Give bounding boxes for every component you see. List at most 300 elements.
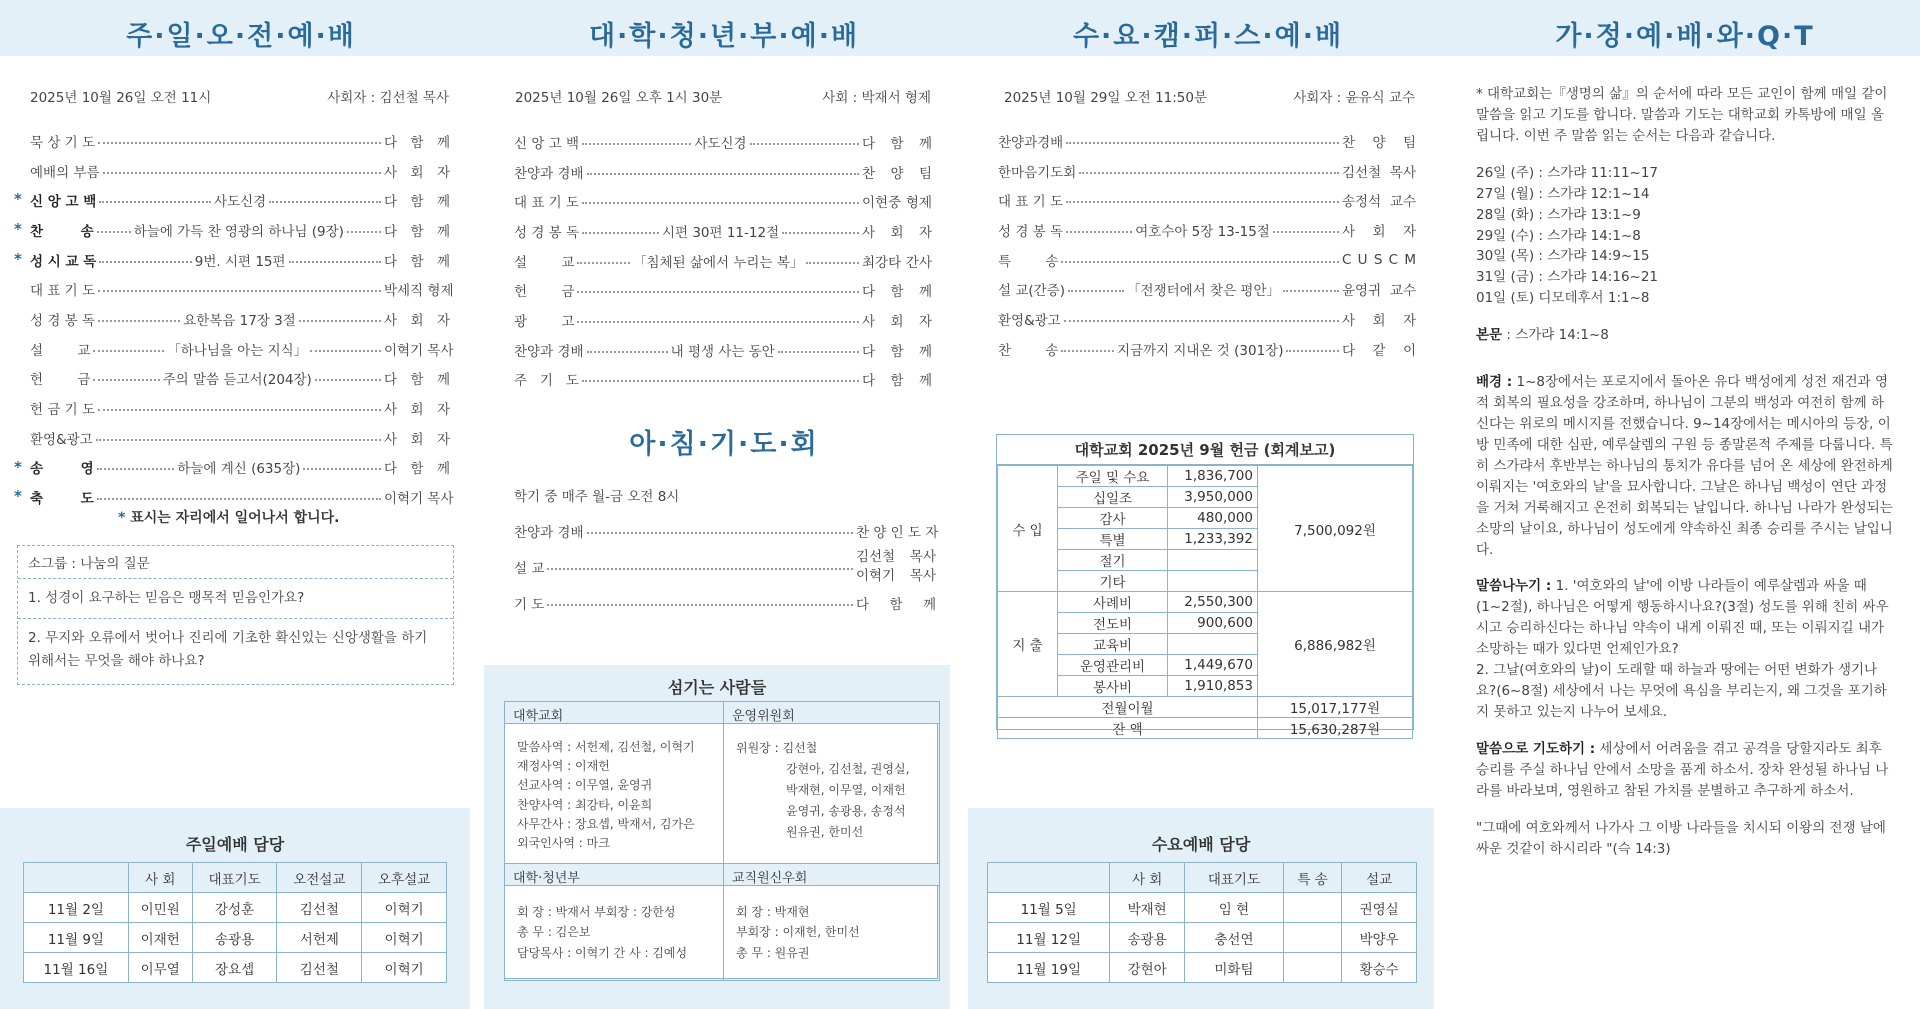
small-group-box	[17, 545, 454, 685]
morning-item-label: 기 도	[514, 596, 545, 613]
finance-item: 특별	[1058, 529, 1168, 550]
leader-dots	[577, 291, 859, 293]
duty-person: 임 현	[1184, 893, 1283, 923]
duty-person: 강현아	[1110, 953, 1185, 983]
church-line: 외국인사역 : 마크	[517, 835, 610, 850]
finance-amount	[1168, 571, 1258, 592]
stand-note	[118, 507, 339, 527]
finance-item: 전도비	[1058, 613, 1168, 634]
duty-header	[24, 863, 447, 893]
qt-prayer	[1476, 739, 1894, 802]
order-item	[514, 216, 932, 246]
balance-amount: 15,630,287원	[1258, 718, 1413, 739]
order-item	[998, 156, 1416, 186]
finance-item: 사례비	[1058, 592, 1168, 613]
order-item-label: 한마음기도회	[998, 164, 1077, 181]
committee-line: 강현아, 김선철, 권영실,	[786, 762, 910, 776]
leader-dots	[98, 142, 381, 144]
income-total: 7,500,092원	[1258, 466, 1413, 592]
duty-person: 황승수	[1342, 953, 1417, 983]
order-item-label: 대 표 기 도	[998, 194, 1064, 211]
duty-header-row	[988, 863, 1417, 893]
duty-date: 11월 19일	[988, 953, 1110, 983]
income-label: 수 입	[998, 466, 1058, 592]
small-group-title: 소그룹 : 나눔의 질문	[18, 546, 453, 579]
order-item	[514, 275, 932, 305]
order-item-leader: 사 회 자	[384, 402, 450, 419]
order-item-label: 헌 금 기 도	[30, 402, 96, 419]
duty-row	[988, 893, 1417, 923]
order-item-leader: 다 함 께	[384, 223, 450, 240]
finance-amount: 3,950,000	[1168, 487, 1258, 508]
balance-label: 잔 액	[998, 718, 1258, 739]
leader-dots	[1079, 172, 1339, 174]
morning-item-leader: 다 함 께	[856, 596, 936, 613]
order-item-leader: 다 함 께	[862, 284, 932, 301]
qt-sharing	[1476, 576, 1894, 722]
morning-preacher-2: 이혁기 목사	[856, 567, 936, 584]
order-item-label: 예배의 부름	[30, 164, 100, 181]
qt-schedule-line: 31일 (금) : 스가랴 14:16~21	[1476, 269, 1659, 286]
sunday-duty-title: 주일예배 담당	[185, 835, 285, 854]
order-item-leader: 다 같 이	[1342, 342, 1416, 359]
finance-item: 운영관리비	[1058, 655, 1168, 676]
order-item-leader: 다 함 께	[384, 134, 450, 151]
leader-dots	[1061, 261, 1339, 263]
leader-dots	[582, 380, 859, 382]
youth-title: 대·학·청·년·부·예·배	[588, 21, 860, 52]
leader-dots	[587, 351, 668, 353]
order-item	[998, 126, 1416, 156]
order-item-label: 신 앙 고 백	[514, 135, 580, 152]
qt-title: 가·정·예·배·와·Q·T	[1555, 21, 1815, 52]
order-item-leader: 이혁기 목사	[384, 342, 454, 359]
qt-sharing-q1: 1. '여호와의 날'에 이방 나라들이 예루살렘과 싸울 때(1~2절), 하나님은 어떻게 행동하시나요?(3절) 성도를 위해 친히 싸우시고 승리하신다는 하나님 약속이 내게 이뤄진 때, 또는 이뤄지길 내가 소망하는 때가 있다면 언제인가요?	[1476, 578, 1889, 658]
committee-line: 위원장 : 김선철	[736, 741, 818, 755]
leader-dots	[582, 202, 859, 204]
duty-person	[1283, 893, 1341, 923]
duty-person: 강성훈	[192, 893, 277, 923]
qt-body	[1476, 84, 1894, 876]
sunday-presider: 사회자 : 김선철 목사	[327, 90, 449, 106]
qt-text-ref	[1476, 325, 1894, 346]
leader-dots	[98, 409, 381, 411]
finance-item: 교육비	[1058, 634, 1168, 655]
morning-item-sermon	[514, 546, 936, 588]
order-item-detail: 「하나님을 아는 지식」	[167, 342, 308, 359]
order-item-label: 환영&광고	[998, 312, 1061, 329]
finance-amount: 1,233,392	[1168, 529, 1258, 550]
church-head: 대학교회	[505, 702, 723, 724]
order-item	[998, 185, 1416, 215]
star-marker: *	[14, 457, 22, 476]
church-cell	[504, 701, 724, 864]
duty-person: 김선철	[277, 953, 362, 983]
leader-dots	[806, 262, 859, 264]
committee-line: 원유권, 한미선	[786, 825, 864, 839]
wednesday-title: 수·요·캠·퍼·스·예·배	[1072, 21, 1344, 52]
leader-dots	[97, 231, 131, 233]
order-item-label: 광 고	[514, 313, 575, 330]
leader-dots	[778, 351, 859, 353]
morning-item-label: 설 교	[514, 560, 545, 577]
leader-dots	[98, 320, 180, 322]
leader-dots	[547, 604, 853, 606]
finance-amount: 1,449,670	[1168, 655, 1258, 676]
leader-dots	[582, 232, 659, 234]
order-item-leader: 찬 양 팀	[862, 165, 932, 182]
finance-amount: 900,600	[1168, 613, 1258, 634]
duty-header-cell: 설교	[1342, 863, 1417, 893]
star-marker: *	[14, 487, 22, 506]
order-item	[998, 215, 1416, 245]
duty-person: 이혁기	[362, 893, 447, 923]
order-item-leader: 김선철 목사	[1342, 164, 1416, 181]
order-item	[514, 365, 932, 395]
qt-reading-schedule	[1476, 163, 1894, 309]
leader-dots	[1286, 350, 1339, 352]
committee-lines	[736, 738, 931, 843]
morning-prayer-list	[514, 516, 939, 617]
order-item	[998, 274, 1416, 304]
order-item-label: 대 표 기 도	[30, 283, 96, 300]
finance-item: 감사	[1058, 508, 1168, 529]
order-item-label: 성 경 봉 독	[998, 223, 1064, 240]
duty-person: 박재현	[1110, 893, 1185, 923]
order-item-label: 설 교	[514, 254, 575, 271]
leader-dots	[547, 568, 853, 570]
duty-body	[988, 893, 1417, 983]
order-item	[514, 335, 932, 365]
star-marker: *	[14, 190, 22, 209]
leader-dots	[782, 232, 859, 234]
order-item	[998, 334, 1416, 364]
committee-cell	[723, 701, 940, 864]
qt-schedule-line: 01일 (토) 디모데후서 1:1~8	[1476, 290, 1650, 307]
order-item-leader: 다 함 께	[862, 343, 933, 360]
order-item-leader: 최강타 간사	[862, 254, 932, 271]
order-item-leader: 사 회 자	[1342, 223, 1417, 240]
leader-dots	[98, 290, 381, 292]
order-item	[514, 305, 932, 335]
youth-line: 담당목사 : 이혁기 간 사 : 김예성	[517, 945, 688, 960]
finance-amount	[1168, 550, 1258, 571]
finance-report	[996, 434, 1414, 738]
qt-intro: * 대학교회는『생명의 삶』의 순서에 따라 모든 교인이 함께 매일 같이 말씀을 읽고 기도를 합니다. 말씀과 기도는 대학교회 카톡방에 매일 올립니다. 이번 주 말씀 읽는 순서는 다음과 같습니다.	[1476, 86, 1888, 144]
leader-dots	[750, 143, 859, 145]
order-item-leader: 사 회 자	[1342, 312, 1416, 329]
duty-header-cell: 오후설교	[362, 863, 447, 893]
order-item-detail: 사도신경	[694, 135, 747, 152]
order-item-leader: 송정석 교수	[1342, 194, 1416, 211]
order-item	[998, 304, 1416, 334]
small-group-question-1: 1. 성경이 요구하는 믿음은 맹목적 믿음인가요?	[18, 579, 453, 619]
order-item	[30, 334, 454, 364]
qt-background-label: 배경 :	[1476, 374, 1513, 391]
duty-body	[24, 893, 447, 983]
finance-item: 십일조	[1058, 487, 1168, 508]
leader-dots	[577, 262, 630, 264]
duty-date: 11월 5일	[988, 893, 1110, 923]
church-line: 선교사역 : 이무열, 윤영귀	[517, 778, 653, 793]
wednesday-duty-panel	[968, 808, 1434, 1009]
order-item-detail: 지금까지 지내온 것 (301장)	[1116, 342, 1284, 359]
finance-title: 대학교회 2025년 9월 헌금 (회계보고)	[997, 435, 1413, 465]
duty-header-cell: 특 송	[1283, 863, 1341, 893]
duty-person: 이혁기	[362, 923, 447, 953]
morning-prayer-title: 아·침·기·도·회	[629, 429, 819, 460]
order-item	[514, 186, 932, 216]
duty-person: 이민원	[128, 893, 192, 923]
star-marker: *	[118, 510, 126, 526]
order-item-label: 성 경 봉 독	[514, 224, 580, 241]
home-qt-section	[1450, 0, 1920, 1009]
church-line: 재정사역 : 이재헌	[517, 759, 610, 774]
duty-date: 11월 12일	[988, 923, 1110, 953]
morning-preacher-1: 김선철 목사	[856, 549, 936, 566]
duty-person: 박양우	[1342, 923, 1417, 953]
duty-person: 이재헌	[128, 923, 192, 953]
sunday-duty-panel	[0, 808, 470, 1009]
leader-dots	[93, 379, 159, 381]
leader-dots	[1283, 290, 1339, 292]
leader-dots	[315, 379, 381, 381]
order-item-label: 대 표 기 도	[514, 195, 580, 212]
order-item	[30, 126, 450, 156]
staff-line: 회 장 : 박재현	[736, 905, 810, 919]
duty-row	[24, 953, 447, 983]
leader-dots	[310, 350, 381, 352]
order-item	[30, 274, 454, 304]
order-item	[998, 245, 1416, 275]
morning-item-label: 찬양과 경배	[514, 524, 584, 541]
order-item-label: 주 기 도	[514, 373, 579, 390]
duty-header-cell: 사 회	[1110, 863, 1185, 893]
servants-panel	[484, 665, 950, 1009]
order-item-detail: 시편 30편 11-12절	[661, 224, 780, 241]
duty-person: 송광용	[1110, 923, 1185, 953]
order-item-label: 설 교(간증)	[998, 283, 1065, 300]
order-item-detail: 내 평생 사는 동안	[670, 343, 775, 360]
wednesday-duty-table	[987, 862, 1417, 983]
morning-item-leader: 찬 양 인 도 자	[856, 524, 939, 541]
duty-person: 이혁기	[362, 953, 447, 983]
order-item-label: 성 시 교 독	[30, 253, 97, 270]
order-item	[14, 185, 450, 215]
duty-header-cell: 대표기도	[192, 863, 277, 893]
finance-row	[998, 718, 1413, 739]
sunday-worship-section	[0, 0, 482, 1009]
duty-person	[1283, 953, 1341, 983]
leader-dots	[347, 231, 381, 233]
youth-order-list	[514, 127, 932, 394]
leader-dots	[1068, 290, 1124, 292]
order-item	[514, 246, 932, 276]
order-item	[514, 157, 932, 187]
order-item	[30, 393, 450, 423]
expense-label: 지 출	[998, 592, 1058, 697]
morning-item-prayer	[514, 588, 936, 618]
order-item-detail: 사도신경	[214, 194, 267, 211]
order-item-label: 헌 금	[30, 372, 91, 389]
order-item-leader: 사 회 자	[384, 431, 450, 448]
leader-dots	[587, 532, 854, 534]
finance-amount	[1168, 634, 1258, 655]
leader-dots	[1066, 231, 1132, 233]
duty-person: 김선철	[277, 893, 362, 923]
leader-dots	[269, 201, 381, 203]
duty-header	[988, 863, 1417, 893]
committee-line: 윤영귀, 송광용, 송정석	[786, 804, 906, 818]
order-item	[30, 304, 450, 334]
sunday-title: 주·일·오·전·예·배	[126, 21, 356, 52]
duty-person: 충선연	[1184, 923, 1283, 953]
qt-text-value: : 스가랴 14:1~8	[1502, 327, 1609, 344]
leader-dots	[1066, 201, 1339, 203]
order-item-label: 축 도	[30, 491, 94, 508]
order-item-leader: 다 함 께	[384, 372, 451, 389]
staff-lines	[736, 902, 931, 963]
leader-dots	[99, 261, 191, 263]
duty-header-cell: 오전설교	[277, 863, 362, 893]
leader-dots	[96, 439, 381, 441]
order-item-label: 찬양과 경배	[514, 343, 584, 360]
order-item-leader: 박세직 형제	[384, 283, 454, 300]
duty-person: 장요셉	[192, 953, 277, 983]
order-item-detail: 하늘에 가득 찬 영광의 하나님 (9장)	[133, 223, 344, 240]
qt-schedule-line: 26일 (주) : 스가랴 11:11~17	[1476, 164, 1659, 181]
finance-amount: 480,000	[1168, 508, 1258, 529]
order-item-leader: 다 함 께	[384, 461, 451, 478]
wednesday-presider: 사회자 : 윤유식 교수	[1293, 90, 1415, 106]
finance-item: 절기	[1058, 550, 1168, 571]
wednesday-date: 2025년 10월 29일 오전 11:50분	[1004, 90, 1208, 106]
committee-line: 박재현, 이무열, 이재헌	[786, 783, 906, 797]
order-item-leader: 윤영귀 교수	[1342, 283, 1417, 300]
youth-line: 회 장 : 박재서 부회장 : 강한성	[517, 905, 676, 919]
stand-note-text: 표시는 자리에서 일어나서 합니다.	[125, 510, 340, 526]
wednesday-order-list	[998, 126, 1416, 364]
order-item-detail: 「전쟁터에서 찾은 평안」	[1127, 283, 1280, 300]
finance-amount: 1,910,853	[1168, 676, 1258, 697]
youth-head: 대학·청년부	[505, 864, 723, 886]
sunday-duty-table	[23, 862, 447, 983]
order-item-leader: C U S C M	[1342, 251, 1416, 268]
duty-header-cell: 대표기도	[1184, 863, 1283, 893]
finance-row	[998, 466, 1413, 487]
leader-dots	[1066, 142, 1339, 144]
sunday-date: 2025년 10월 26일 오전 11시	[30, 90, 212, 106]
order-item	[514, 127, 932, 157]
order-item	[14, 245, 451, 275]
qt-quote: "그때에 여호와께서 나가사 그 이방 나라들을 치시되 이왕의 전쟁 날에 싸운 것같이 하시리라 "(슥 14:3)	[1476, 819, 1886, 857]
leader-dots	[1061, 350, 1114, 352]
church-line: 사무간사 : 장요셉, 박재서, 김가은	[517, 816, 695, 831]
leader-dots	[289, 261, 381, 263]
morning-item-praise	[514, 516, 939, 546]
finance-amount: 2,550,300	[1168, 592, 1258, 613]
morning-prayer-schedule: 학기 중 매주 월-금 오전 8시	[514, 489, 680, 505]
qt-prayer-label: 말씀으로 기도하기 :	[1476, 740, 1596, 757]
order-item	[30, 364, 450, 394]
qt-background-text: 1~8장에서는 포로지에서 돌아온 유다 백성에게 성전 재건과 영적 회복의 필요성을 강조하며, 하나님이 그분의 백성과 여전히 함께 하신다는 위로의 메시지를 전했습니다. 9~14장에서는 메시아의 등장, 이방 민족에 대한 심판, 예루살렘의 구원 등 종말론적 주제를 다룹니다. 특히 스가랴서 후반부는 하나님의 통치가 유다를 넘어 온 세상에 완전하게 이뤄지는 '여호와의 날'을 묘사합니다. 그날은 하나님 백성이 연단 과정을 거쳐 거룩해지고 온전히 회복되는 날입니다. 하나님 나라가 완성되는 소망의 날이요, 하나님이 성도에게 약속하신 최종 승리를 주시는 날입니다.	[1476, 374, 1893, 558]
small-group-question-2: 2. 무지와 오류에서 벗어나 진리에 기초한 확신있는 신앙생활을 하기 위해서는 무엇을 해야 하나요?	[28, 629, 428, 669]
order-item-leader: 이현중 형제	[862, 195, 932, 212]
duty-row	[988, 923, 1417, 953]
leader-dots	[582, 143, 691, 145]
finance-row	[998, 592, 1413, 613]
order-item-detail: 「침체된 삶에서 누리는 복」	[633, 254, 804, 271]
finance-item: 주일 및 수요	[1058, 466, 1168, 487]
youth-cell	[504, 863, 724, 981]
order-item-label: 환영&광고	[30, 431, 93, 448]
order-item-label: 설 교	[30, 342, 91, 359]
youth-line: 총 무 : 김은보	[517, 925, 591, 940]
qt-sharing-label: 말씀나누기 :	[1476, 578, 1552, 595]
leader-dots	[1064, 320, 1339, 322]
carry-amount: 15,017,177원	[1258, 697, 1413, 718]
staff-cell	[723, 863, 940, 981]
order-item-leader: 사 회 자	[862, 224, 933, 241]
leader-dots	[587, 173, 860, 175]
duty-header-cell: 사 회	[128, 863, 192, 893]
staff-head: 교직원신우회	[724, 864, 939, 886]
duty-header-cell	[988, 863, 1110, 893]
wednesday-duty-title: 수요예배 담당	[1151, 835, 1251, 854]
duty-row	[988, 953, 1417, 983]
order-item-leader: 다 함 께	[384, 253, 451, 270]
order-item-label: 찬 송	[998, 342, 1059, 359]
qt-sharing-q2: 2. 그날(여호와의 날)이 도래할 때 하늘과 땅에는 어떤 변화가 생기나요?(6~8절) 세상에서 나는 무엇에 욕심을 부리는지, 왜 그것을 포기하지 못하고 있는지 나누어 보세요.	[1476, 662, 1887, 720]
order-item-label: 성 경 봉 독	[30, 312, 96, 329]
duty-person: 이무열	[128, 953, 192, 983]
youth-presider: 사회 : 박재서 형제	[822, 90, 931, 106]
duty-person: 미화팀	[1184, 953, 1283, 983]
qt-schedule-line: 30일 (목) : 스가랴 14:9~15	[1476, 248, 1650, 265]
leader-dots	[1273, 231, 1339, 233]
duty-person: 권영실	[1342, 893, 1417, 923]
duty-date: 11월 9일	[24, 923, 129, 953]
order-item-label: 특 송	[998, 253, 1059, 270]
church-line: 찬양사역 : 최강타, 이윤희	[517, 797, 653, 812]
order-item	[14, 453, 451, 483]
church-line: 말씀사역 : 서헌제, 김선철, 이혁기	[517, 740, 695, 754]
church-lines	[517, 738, 715, 853]
carry-label: 전월이월	[998, 697, 1258, 718]
committee-head: 운영위원회	[724, 702, 939, 724]
youth-date: 2025년 10월 26일 오후 1시 30분	[515, 90, 723, 106]
order-item-detail: 요한복음 17장 3절	[183, 312, 296, 329]
expense-total: 6,886,982원	[1258, 592, 1413, 697]
order-item-leader: 찬 양 팀	[1342, 134, 1416, 151]
leader-dots	[93, 350, 164, 352]
order-item-leader: 다 함 께	[384, 194, 450, 211]
order-item	[30, 156, 450, 186]
order-item-leader: 사 회 자	[384, 164, 450, 181]
servants-table	[504, 701, 938, 979]
star-marker: *	[14, 220, 22, 239]
qt-schedule-line: 27일 (월) : 스가랴 12:1~14	[1476, 185, 1650, 202]
finance-row	[998, 697, 1413, 718]
order-item-leader: 사 회 자	[862, 313, 932, 330]
qt-text-label: 본문	[1476, 327, 1503, 344]
order-item	[30, 423, 450, 453]
youth-worship-section	[482, 0, 966, 1009]
staff-line: 부회장 : 이재헌, 한미선	[736, 925, 860, 940]
order-item-detail: 여호수아 5장 13-15절	[1135, 223, 1270, 240]
duty-date: 11월 2일	[24, 893, 129, 923]
order-item-leader: 이혁기 목사	[384, 491, 454, 508]
